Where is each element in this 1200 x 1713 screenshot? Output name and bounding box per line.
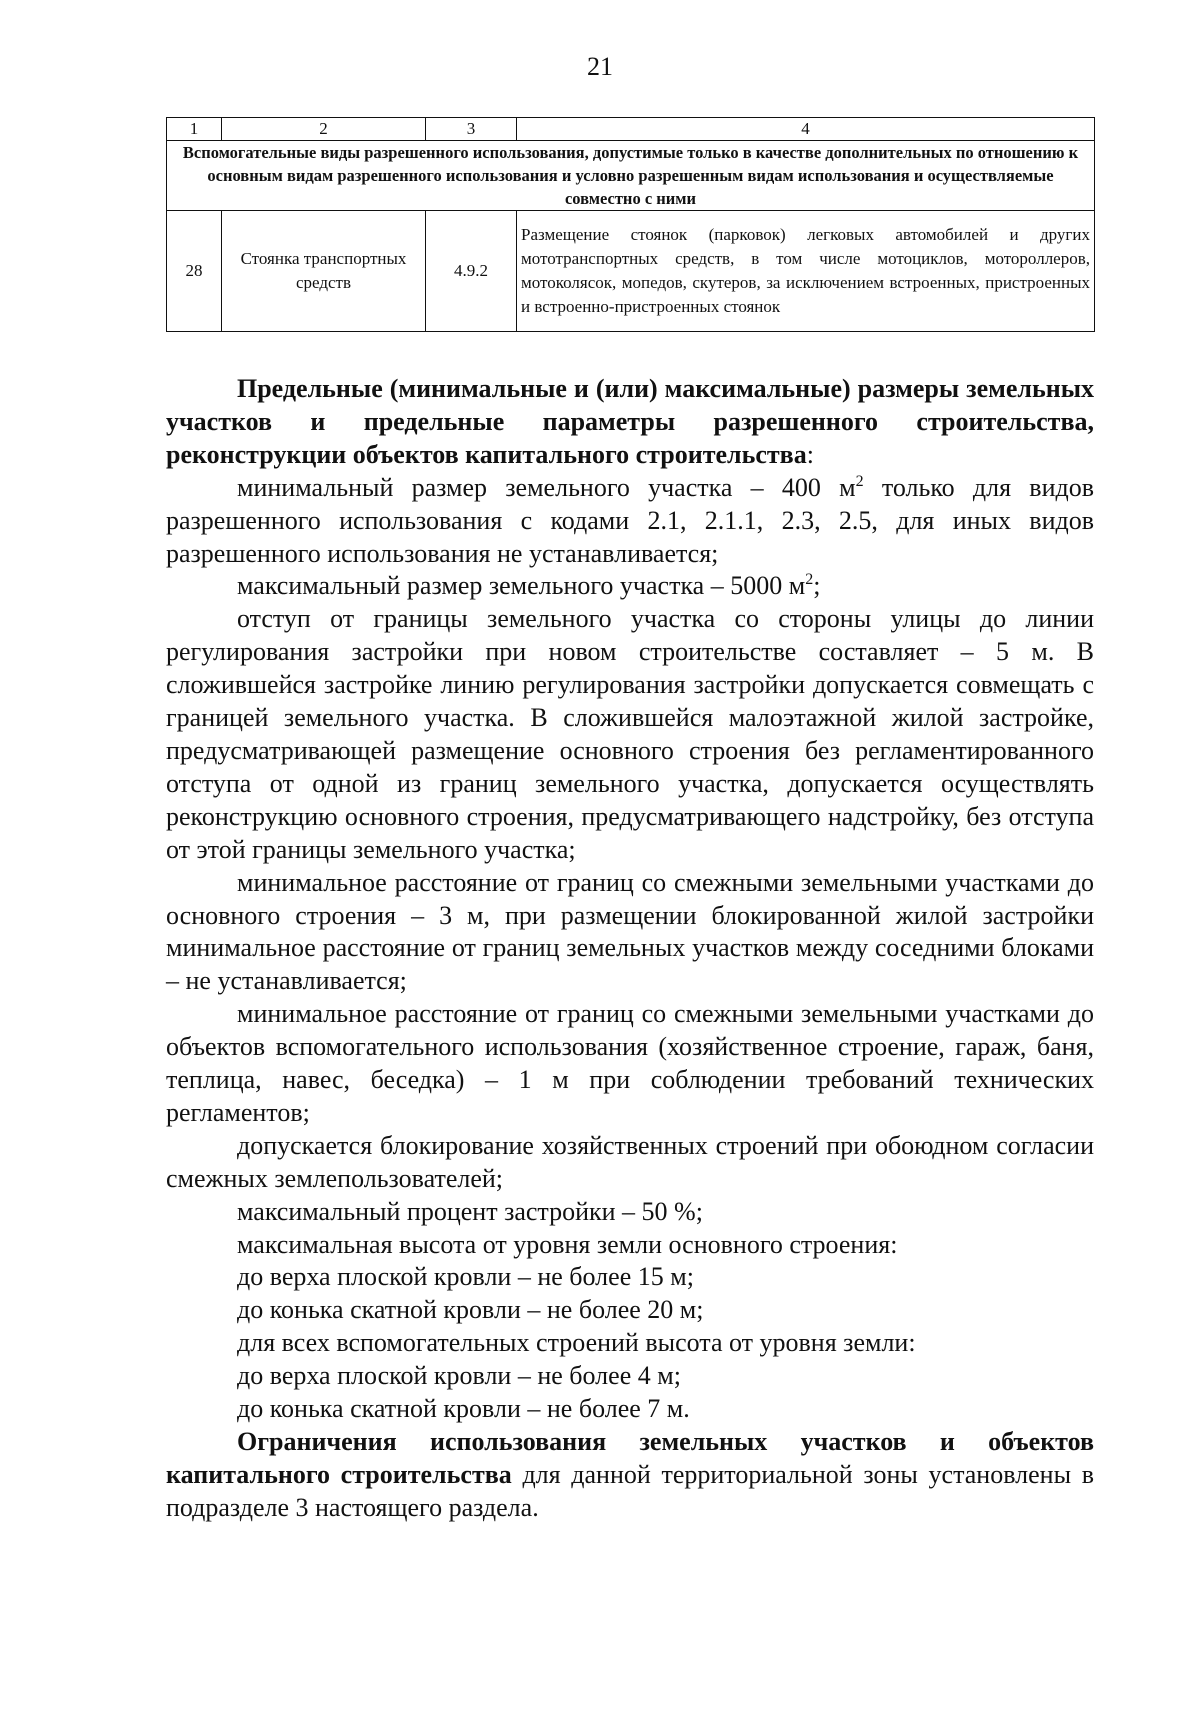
table-header-row [167,118,1095,141]
paragraph-flat-roof-aux: до верха плоской кровли – не более 4 м; [237,1361,681,1391]
paragraph-aux-height: для всех вспомогательных строений высота от уровня земли: [237,1328,916,1358]
row-description: Размещение стоянок (парковок) легковых автомобилей и других мототранспортных средств, в том числе мотоциклов, мотороллеров, мотоколясок, мопедов, скутеров, за исключением встроенных, пристроенных и встроенно-пристроенных стоянок [517,211,1095,332]
row-number: 28 [167,211,222,332]
paragraph-pitched-roof-main: до конька скатной кровли – не более 20 м; [237,1295,704,1325]
land-use-table [166,117,1095,332]
header-col-3: 3 [426,118,517,141]
parameters-heading [166,373,1094,472]
max-area-text: максимальный размер земельного участка – 5000 м [237,571,806,601]
paragraph-max-percent: максимальный процент застройки – 50 %; [237,1196,703,1226]
parameters-heading-text: Предельные (минимальные и (или) максимальные) размеры земельных участков и предельные параметры разрешенного строительства, реконструкции объектов капитального строительства [166,374,1094,469]
document-body [166,373,1094,1525]
table-section-row [167,141,1095,211]
row-use-code: 4.9.2 [426,211,517,332]
header-col-1: 1 [167,118,222,141]
header-col-2: 2 [222,118,426,141]
row-use-name: Стоянка транспортных средств [222,211,426,332]
min-area-text-continued: только для видов разрешенного использования с кодами 2.1, 2.1.1, 2.3, 2.5, для иных видов разрешенного использования не устанавливается; [166,472,1095,568]
paragraph-restrictions [166,1426,1094,1525]
paragraph-pitched-roof-aux: до конька скатной кровли – не более 7 м. [237,1394,690,1424]
restrictions-bold-text: Ограничения использования земельных участков и объектов капитального строительства [166,1427,1094,1489]
paragraph-flat-roof-main: до верха плоской кровли – не более 15 м; [237,1262,694,1292]
paragraph-min-area [166,472,1094,571]
paragraph-blocking: допускается блокирование хозяйственных строений при обоюдном согласии смежных землепользователей; [166,1130,1094,1193]
paragraph-setback: отступ от границы земельного участка со стороны улицы до линии регулирования застройки при новом строительстве составляет – 5 м. В сложившейся застройке линию регулирования застройки допускается совмещать с границей земельного участка. В сложившейся малоэтажной жилой застройке, предусматривающей размещение основного строения без регламентированного отступа от одной из границ земельного участка, допускается осуществлять реконструкцию основного строения, предусматривающего надстройку, без отступа от этой границы земельного участка; [166,604,1094,864]
header-col-4: 4 [517,118,1095,141]
restrictions-text: для данной территориальной зоны установлены в подразделе 3 настоящего раздела. [166,1459,1094,1522]
page-number: 21 [587,52,613,81]
min-area-text: минимальный размер земельного участка – 400 м [237,472,856,502]
paragraph-min-distance-aux: минимальное расстояние от границ со смежными земельными участками до объектов вспомогательного использования (хозяйственное строение, гараж, баня, теплица, навес, беседка) – 1 м при соблюдении требований технических регламентов; [166,999,1094,1127]
paragraph-max-area [166,570,1094,603]
max-area-superscript: 2 [805,571,814,589]
paragraph-max-height: максимальная высота от уровня земли основного строения: [237,1229,898,1259]
table-row [167,211,1095,332]
paragraph-min-distance-main: минимальное расстояние от границ со смежными земельными участками до основного строения – 3 м, при размещении блокированной жилой застройки минимальное расстояние от границ земельных участков между соседними блоками – не устанавливается; [166,867,1094,996]
min-area-superscript: 2 [855,472,864,490]
max-area-text-end: ; [813,571,821,601]
section-title: Вспомогательные виды разрешенного использования, допустимые только в качестве дополнительных по отношению к основным видам разрешенного использования и условно разрешенным видам использования и осуществляемые совместно с ними [167,141,1095,211]
parameters-heading-colon: : [806,439,814,469]
